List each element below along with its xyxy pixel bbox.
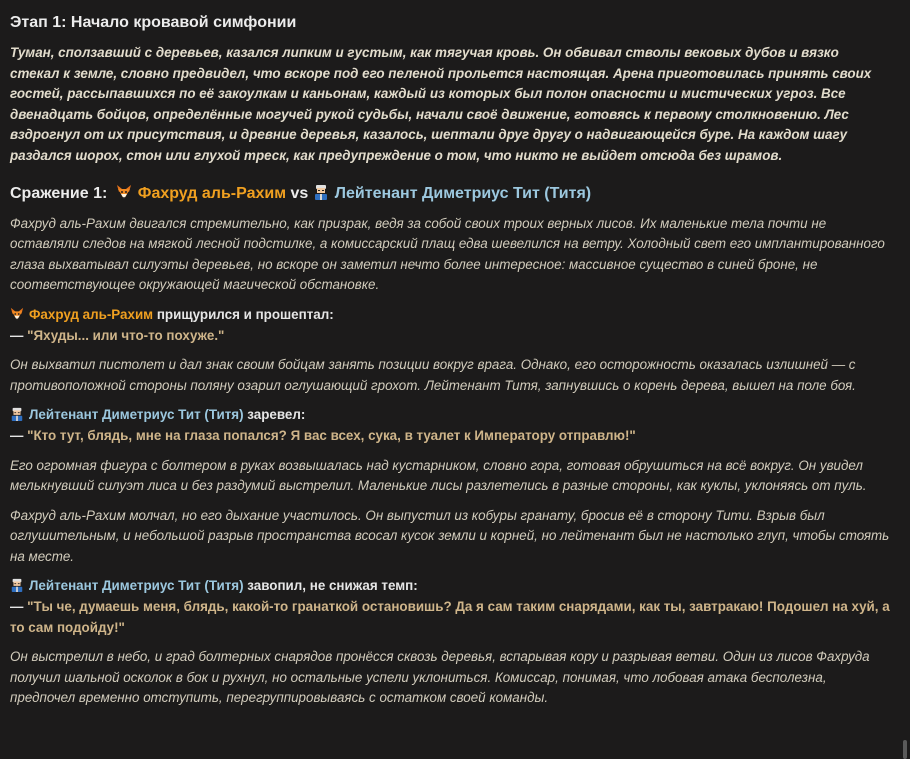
speaker-name: Лейтенант Диметриус Тит (Титя) [29,407,244,423]
quote-dash: — [10,599,24,615]
quote-line-1 [10,326,890,347]
speaker-name: Лейтенант Диметриус Тит (Титя) [29,578,244,594]
stage-title: Этап 1: Начало кровавой симфонии [10,14,297,31]
speaker-verb: завопил, не снижая темп: [247,578,418,594]
scrollbar-thumb[interactable] [903,740,907,759]
speaker-line-fighter1 [10,305,890,326]
quote-text: "Кто тут, блядь, мне на глаза попался? Я вас всех, сука, в туалет к Императору отправлю!" [27,427,636,443]
speaker-line-fighter2 [10,576,890,597]
battle-vs: vs [290,184,309,202]
stage-intro: Туман, сползавший с деревьев, казался липким и густым, как тягучая кровь. Он обвивал стволы вековых дубов и вязко стекал к земле, словно предвидел, что вскоре под его пеленой прольется настоящая. Арена приготовилась принять своих гостей, рассыпавшихся по её закоулкам и каньонам, каждый из которых был полон опасности и мистических угроз. Все двенадцать бойцов, определённые могучей рукой судьбы, начали своё движение, готовясь к первому столкновению. Лес вздрогнул от их присутствия, и древние деревья, казалось, шептали друг другу о надвигающейся буре. На каждом шагу раздался шорох, стон или глухой треск, как предупреждение о том, что никто не выйдет отсюда без шрамов. [10,45,872,163]
quote-line-2 [10,426,890,447]
battle-label: Сражение 1: [10,184,108,202]
speaker-line-fighter2 [10,405,890,426]
soldier-icon [313,184,329,200]
narration-2: Он выхватил пистолет и дал знак своим бойцам занять позиции вокруг врага. Однако, его осторожность оказалась излишней — с противоположной стороны поляну озарил оглушающий грохот. Лейтенант Титя, запнувшись о корень дерева, вышел на поле боя. [10,357,856,393]
narration-3: Его огромная фигура с болтером в руках возвышалась над кустарником, словно гора, готовая обрушиться на всё вокруг. Он увидел мелькнувший силуэт лиса и без раздумий выстрелил. Маленькие лисы разлетелись в разные стороны, как куклы, уклоняясь от пуль. [10,457,867,494]
battle-title [10,181,890,207]
narration-1: Фахруд аль-Рахим двигался стремительно, как призрак, ведя за собой своих троих верных лисов. Их маленькие тела почти не оставляли следов на мягкой лесной подстилке, а комиссарский плащ едва шевелился на ветру. Холодный свет его имплантированного глаза выхватывал силуэты деревьев, но вскоре он заметил нечто более интересное: массивное существо в синей броне, не соответствующее окружающей магической обстановке. [10,215,885,293]
speaker-verb: заревел: [247,407,306,423]
battle-fighter2-name: Лейтенант Диметриус Тит (Титя) [334,184,592,202]
quote-line-3 [10,597,890,638]
soldier-icon [10,578,24,592]
quote-dash: — [10,327,24,343]
narration-5: Он выстрелил в небо, и град болтерных снарядов пронёсся сквозь деревья, вспарывая кору и разрывая ветви. Один из лисов Фахруда получил шальной осколок в бок и рухнул, но остальные успели уклониться. Комиссар, понимая, что лобовая атака бесполезна, предпочел временно отступить, перегруппировываясь с остатком своей команды. [10,649,870,706]
chat-message-content [10,10,890,709]
battle-fighter1-name: Фахруд аль-Рахим [137,184,287,202]
quote-text: "Ты че, думаешь меня, блядь, какой-то гранаткой остановишь? Да я сам таким снарядами, как ты, завтракаю! Подошел на хуй, а то сам подойду!" [10,599,890,635]
speaker-verb: прищурился и прошептал: [156,306,334,322]
quote-text: "Яхуды... или что-то похуже." [27,327,225,343]
quote-dash: — [10,427,24,443]
narration-4: Фахруд аль-Рахим молчал, но его дыхание участилось. Он выпустил из кобуры гранату, бросив её в сторону Тити. Взрыв был оглушительным, и небольшой разрыв пространства всосал кусок земли и корней, но лейтенант был не настолько глуп, чтобы стоять на месте. [10,507,890,564]
soldier-icon [10,407,24,421]
speaker-name: Фахруд аль-Рахим [29,306,154,322]
fox-face-icon [10,307,24,321]
fox-face-icon [116,184,132,200]
